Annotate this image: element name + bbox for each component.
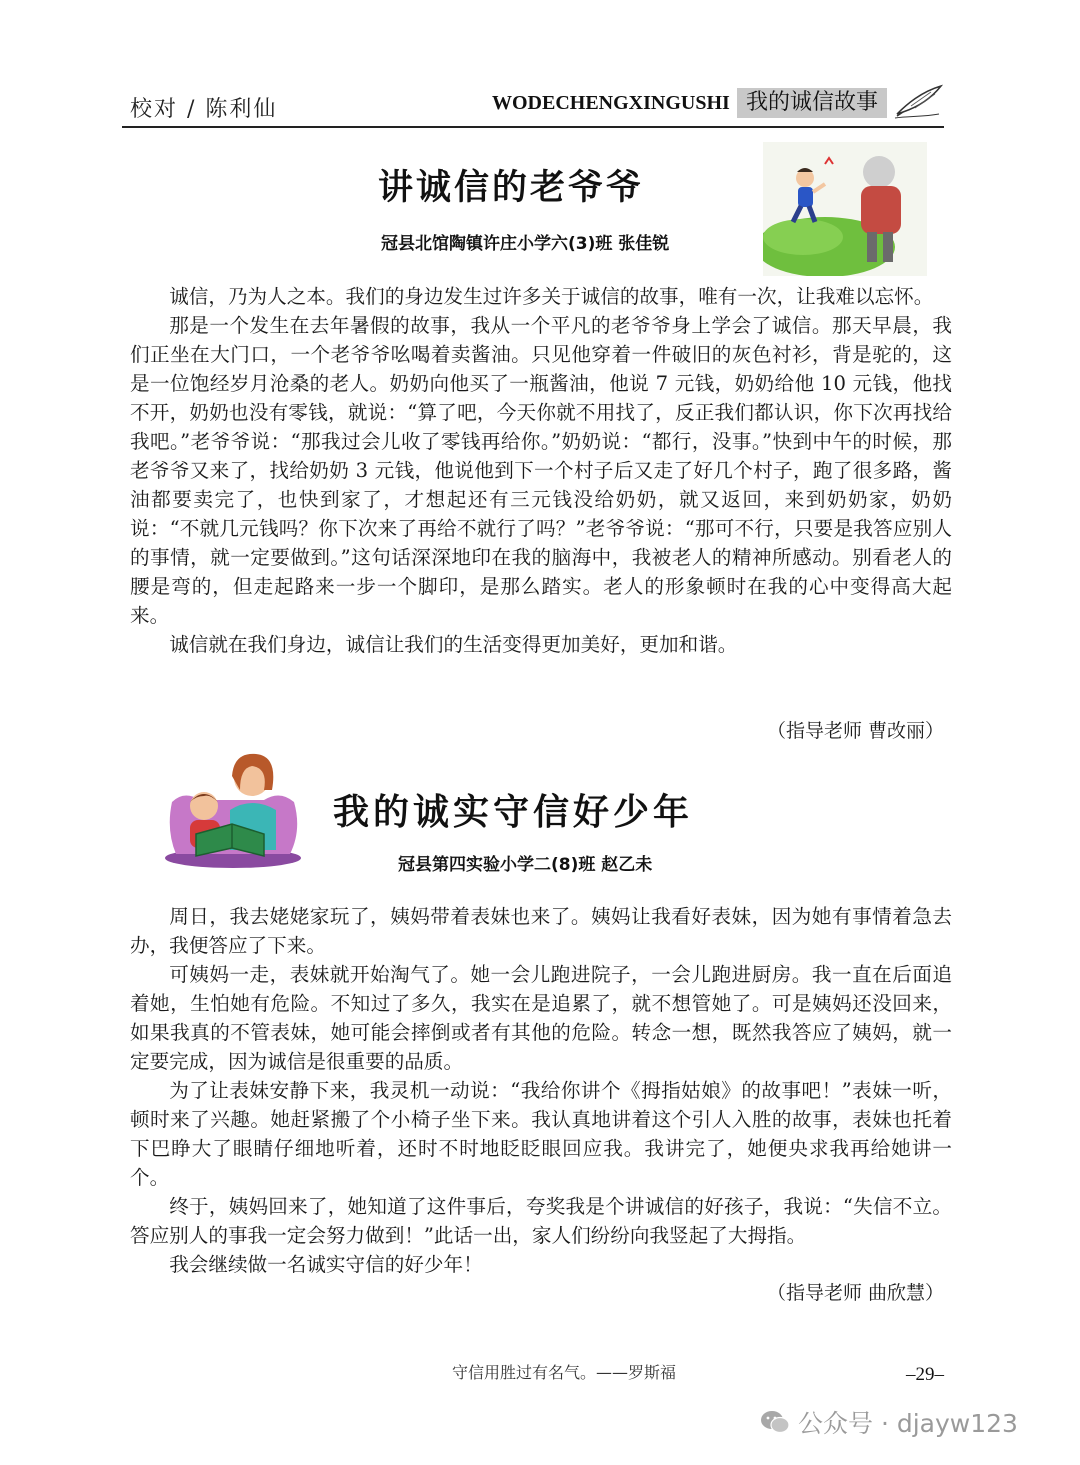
article1-paragraph: 诚信就在我们身边，诚信让我们的生活变得更加美好，更加和谐。 [169, 633, 738, 656]
article1-teacher: （指导老师 曹改丽） [766, 720, 944, 742]
article2-paragraph: 周日，我去姥姥家玩了，姨妈带着表妹也来了。姨妈让我看好表妹，因为她有事情着急去办，我便答应了下来。 [130, 905, 952, 957]
footer-quote: 守信用胜过有名气。——罗斯福 [452, 1363, 677, 1382]
watermark-text: 公众号 · djayw123 [798, 1409, 1018, 1438]
article2-paragraph: 可姨妈一走，表妹就开始淘气了。她一会儿跑进院子，一会儿跑进厨房。我一直在后面追着她，生怕她有危险。不知过了多久，我实在是追累了，就不想管她了。可是姨妈还没回来，如果我真的不管表妹，她可能会摔倒或者有其他的危险。转念一想，既然我答应了姨妈，就一定要完成，因为诚信是很重要的品质。 [130, 963, 952, 1073]
column-name-pinyin: WODECHENGXINGUSHI [492, 92, 730, 114]
page-number: –29– [906, 1364, 944, 1385]
article1-body [130, 282, 952, 659]
article1-paragraph: 诚信，乃为人之本。我们的身边发生过许多关于诚信的故事，唯有一次，让我难以忘怀。 [169, 285, 934, 308]
article2-paragraph: 为了让表妹安静下来，我灵机一动说：“我给你讲个《拇指姑娘》的故事吧！”表妹一听，顿时来了兴趣。她赶紧搬了个小椅子坐下来。我认真地讲着这个引人入胜的故事，表妹也托着下巴睁大了眼睛仔细地听着，还时不时地眨眨眼回应我。我讲完了，她便央求我再给她讲一个。 [130, 1079, 952, 1189]
article1-title: 讲诚信的老爷爷 [378, 168, 645, 208]
article2-title: 我的诚实守信好少年 [333, 792, 694, 833]
article2-paragraph: 我会继续做一名诚实守信的好少年！ [169, 1253, 483, 1276]
quill-pen-icon [893, 82, 945, 120]
article1-paragraph: 那是一个发生在去年暑假的故事，我从一个平凡的老爷爷身上学会了诚信。那天早晨，我们正坐在大门口，一个老爷爷吆喝着卖酱油。只见他穿着一件破旧的灰色衬衫，背是驼的，这是一位饱经岁月沧桑的老人。奶奶向他买了一瓶酱油，他说 7 元钱，奶奶给他 10 元钱，他找不开，奶奶也没有零钱，就说：“算了吧，今天你就不用找了，反正我们都认识，你下次再找给我吧。”老爷爷说：“那我过会儿收了零钱再给你。”奶奶说：“都行，没事。”快到中午的时候，那老爷爷又来了，找给奶奶 3 元钱，他说他到下一个村子后又走了好几个村子，跑了很多路，酱油都要卖完了，也快到家了，才想起还有三元钱没给奶奶，就又返回，来到奶奶家，奶奶说：“不就几元钱吗？你下次来了再给不就行了吗？”老爷爷说：“那可不行，只要是我答应别人的事情，就一定要做到。”这句话深深地印在我的脑海中，我被老人的精神所感动。别看老人的腰是弯的，但走起路来一步一个脚印，是那么踏实。老人的形象顿时在我的心中变得高大起来。 [130, 314, 953, 627]
column-name-badge: 我的诚信故事 [737, 88, 887, 118]
article2-paragraph: 终于，姨妈回来了，她知道了这件事后，夸奖我是个讲诚信的好孩子，我说：“失信不立。答应别人的事我一定会努力做到！”此话一出，家人们纷纷向我竖起了大拇指。 [130, 1195, 952, 1247]
old-man-and-boy-illustration [763, 142, 927, 276]
watermark [760, 1404, 1018, 1440]
wechat-icon [760, 1409, 790, 1435]
article2-byline: 冠县第四实验小学二(8)班 赵乙未 [398, 855, 653, 875]
article1-byline: 冠县北馆陶镇许庄小学六(3)班 张佳锐 [381, 234, 670, 254]
article2-body [130, 902, 952, 1279]
header-divider [122, 126, 944, 128]
mother-reading-to-child-illustration [160, 750, 306, 868]
proofreader-credit: 校对 / 陈利仙 [130, 97, 278, 122]
article2-teacher: （指导老师 曲欣慧） [766, 1282, 944, 1304]
